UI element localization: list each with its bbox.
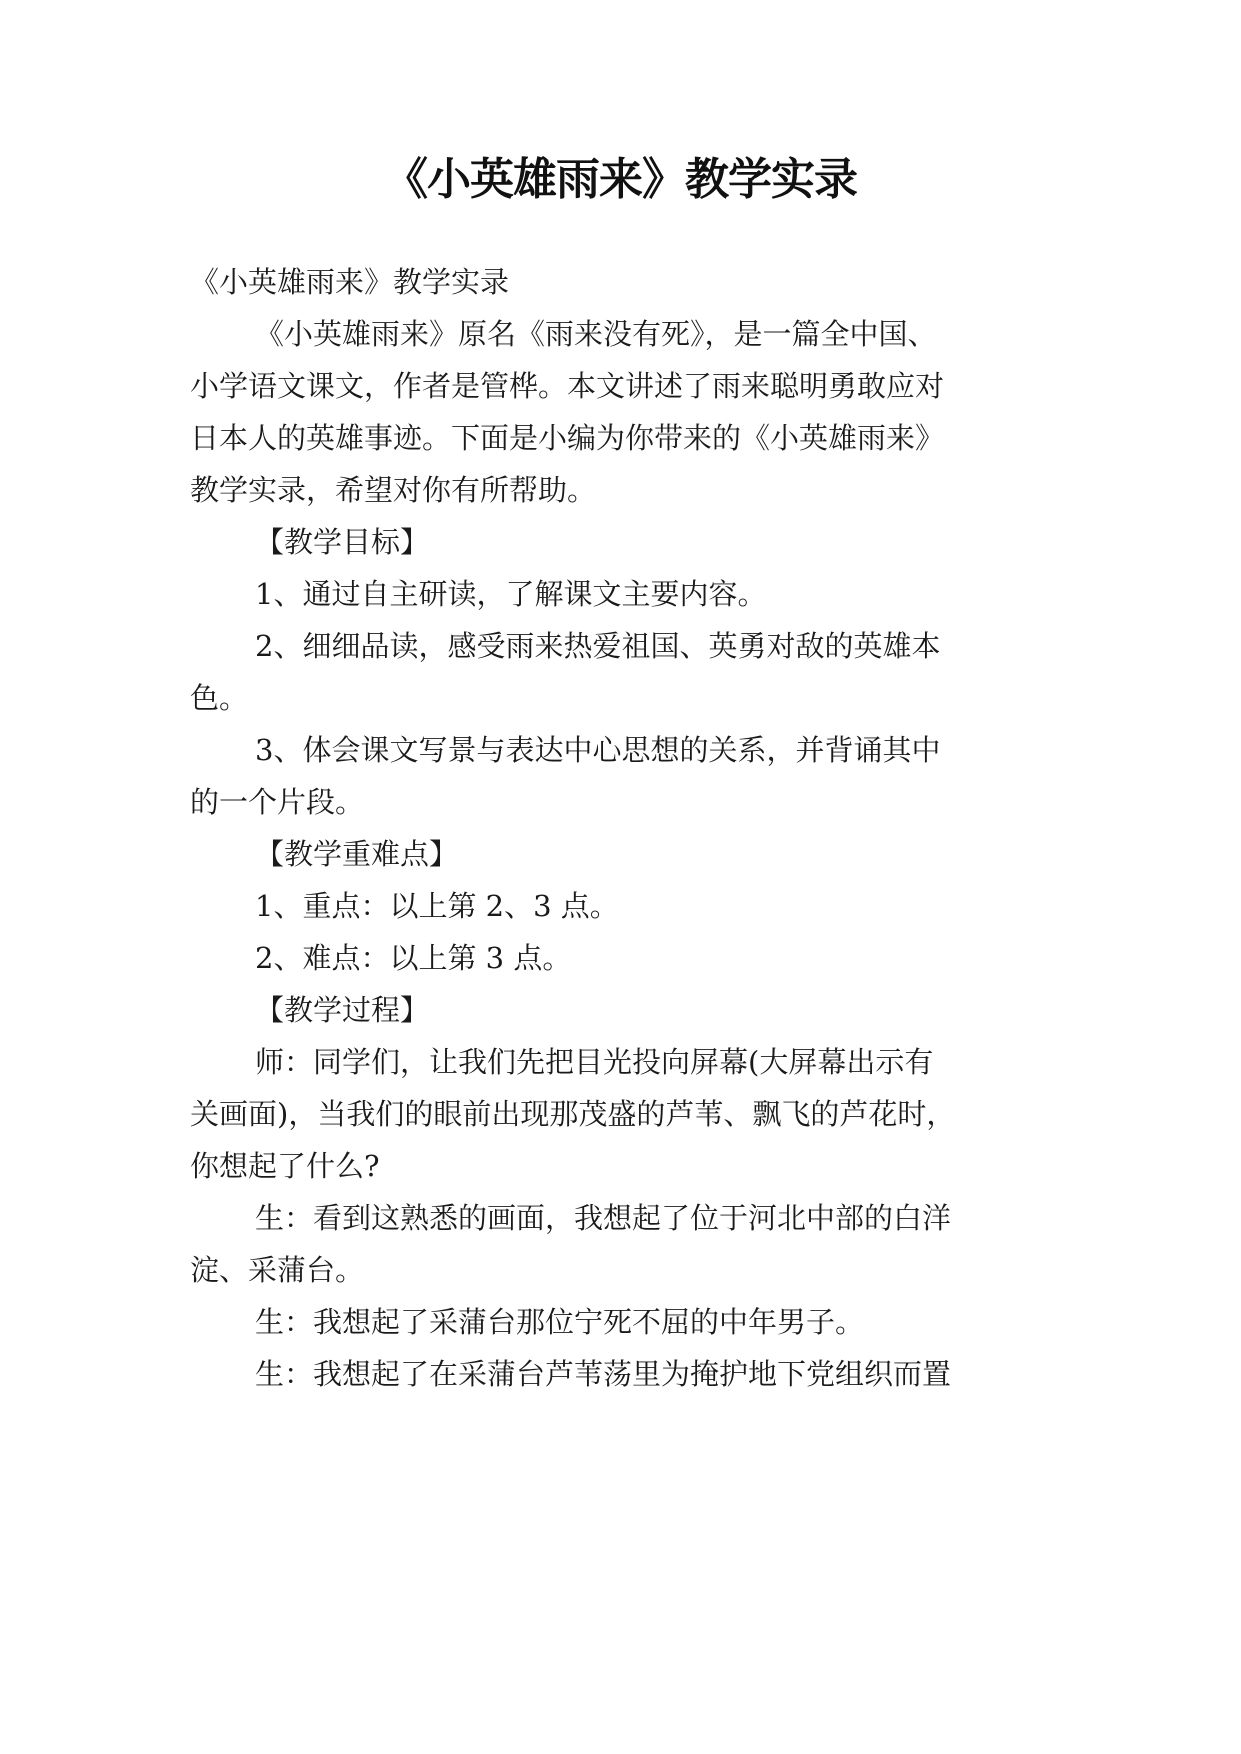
text-line: 的一个片段。	[190, 785, 365, 819]
text-line: 《小英雄雨来》原名《雨来没有死》，是一篇全中国、	[255, 317, 937, 351]
document-title: 《小英雄雨来》教学实录	[384, 154, 857, 205]
text-line: 日本人的英雄事迹。下面是小编为你带来的《小英雄雨来》	[190, 421, 945, 455]
section-heading: 【教学目标】	[255, 525, 430, 559]
text-line: 你想起了什么?	[190, 1149, 380, 1183]
text-line: 淀、采蒲台。	[190, 1253, 365, 1287]
text-line: 关画面)，当我们的眼前出现那茂盛的芦苇、飘飞的芦花时，	[190, 1097, 956, 1131]
text-line: 师：同学们，让我们先把目光投向屏幕(大屏幕出示有	[255, 1045, 934, 1079]
text-line: 2、细细品读，感受雨来热爱祖国、英勇对敌的英雄本	[255, 629, 941, 663]
text-line: 生：我想起了在采蒲台芦苇荡里为掩护地下党组织而置	[255, 1357, 952, 1391]
text-line: 1、通过自主研读，了解课文主要内容。	[255, 577, 767, 611]
text-line: 1、重点：以上第 2、3 点。	[255, 889, 619, 923]
section-heading: 【教学过程】	[255, 993, 430, 1027]
text-line: 教学实录，希望对你有所帮助。	[190, 473, 597, 507]
text-line: 生：我想起了采蒲台那位宁死不屈的中年男子。	[255, 1305, 865, 1339]
text-line: 小学语文课文，作者是管桦。本文讲述了雨来聪明勇敢应对	[190, 369, 945, 403]
text-line: 2、难点：以上第 3 点。	[255, 941, 572, 975]
section-heading: 【教学重难点】	[255, 837, 459, 871]
text-line: 生：看到这熟悉的画面，我想起了位于河北中部的白洋	[255, 1201, 952, 1235]
text-line: 3、体会课文写景与表达中心思想的关系，并背诵其中	[255, 733, 941, 767]
text-line: 《小英雄雨来》教学实录	[190, 265, 510, 299]
text-line: 色。	[190, 681, 249, 715]
